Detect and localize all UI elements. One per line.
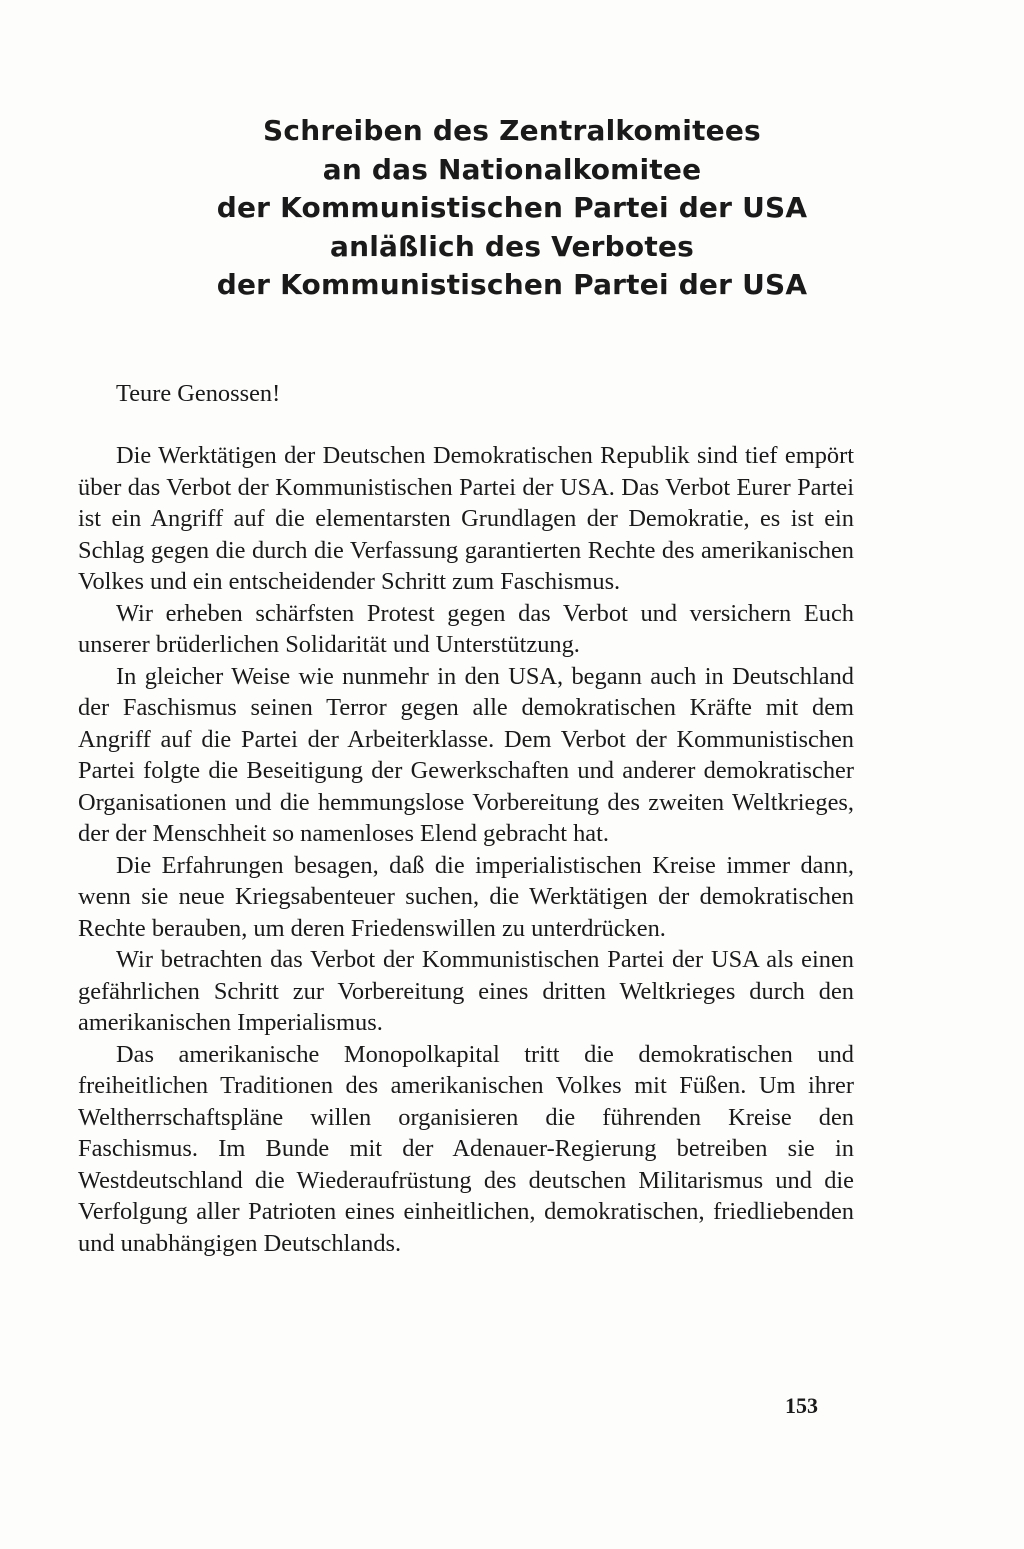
paragraph: In gleicher Weise wie nunmehr in den USA, begann auch in Deutschland der Faschismus seinen Terror gegen alle demokratischen Kräfte mit dem Angriff auf die Partei der Arbeiterklasse. Dem Verbot der Kommunistischen Partei folgte die Beseitigung der Gewerkschaften und anderer demokratischer Organisationen und die hemmungslose Vorbereitung des zweiten Weltkrieges, der der Menschheit so namenloses Elend gebracht hat.	[78, 662, 854, 847]
page-number: 153	[785, 1393, 818, 1418]
paragraph: Wir erheben schärfsten Protest gegen das Verbot und versichern Euch unserer brüderlichen Solidarität und Unterstützung.	[78, 599, 854, 658]
paragraph: Das amerikanische Monopolkapital tritt die demokratischen und freiheitlichen Traditionen des amerikanischen Volkes mit Füßen. Um ihrer Weltherrschaftspläne willen organisieren die führenden Kreise den Faschismus. Im Bunde mit der Adenauer-Regierung betreiben sie in Westdeutschland die Wiederaufrüstung des deutschen Militarismus und die Verfolgung aller Patrioten eines einheitlichen, demokratischen, friedliebenden und unabhängigen Deutschlands.	[78, 1040, 854, 1257]
heading-line: der Kommunistischen Partei der USA	[216, 191, 808, 225]
heading-line: der Kommunistischen Partei der USA	[216, 268, 808, 302]
heading-line: an das Nationalkomitee	[322, 152, 702, 186]
heading-line: Schreiben des Zentralkomitees	[263, 114, 761, 147]
heading-line: anläßlich des Verbotes	[329, 229, 695, 263]
salutation: Teure Genossen!	[116, 380, 281, 407]
paragraph: Die Erfahrungen besagen, daß die imperialistischen Kreise immer dann, wenn sie neue Kriegsabenteuer suchen, die Werktätigen der demokratischen Rechte berauben, um deren Friedenswillen zu unterdrücken.	[78, 851, 854, 942]
paragraph: Die Werktätigen der Deutschen Demokratischen Republik sind tief empört über das Verbot der Kommunistischen Partei der USA. Das Verbot Eurer Partei ist ein Angriff auf die elementarsten Grundlagen der Demokratie, es ist ein Schlag gegen die durch die Verfassung garantierten Rechte des amerikanischen Volkes und ein entscheidender Schritt zum Faschismus.	[78, 442, 854, 595]
document-heading	[100, 112, 924, 305]
paragraph: Wir betrachten das Verbot der Kommunistischen Partei der USA als einen gefährlichen Schritt zur Vorbereitung eines dritten Weltkrieges durch den amerikanischen Imperialismus.	[78, 946, 854, 1036]
body-text	[78, 440, 854, 1259]
